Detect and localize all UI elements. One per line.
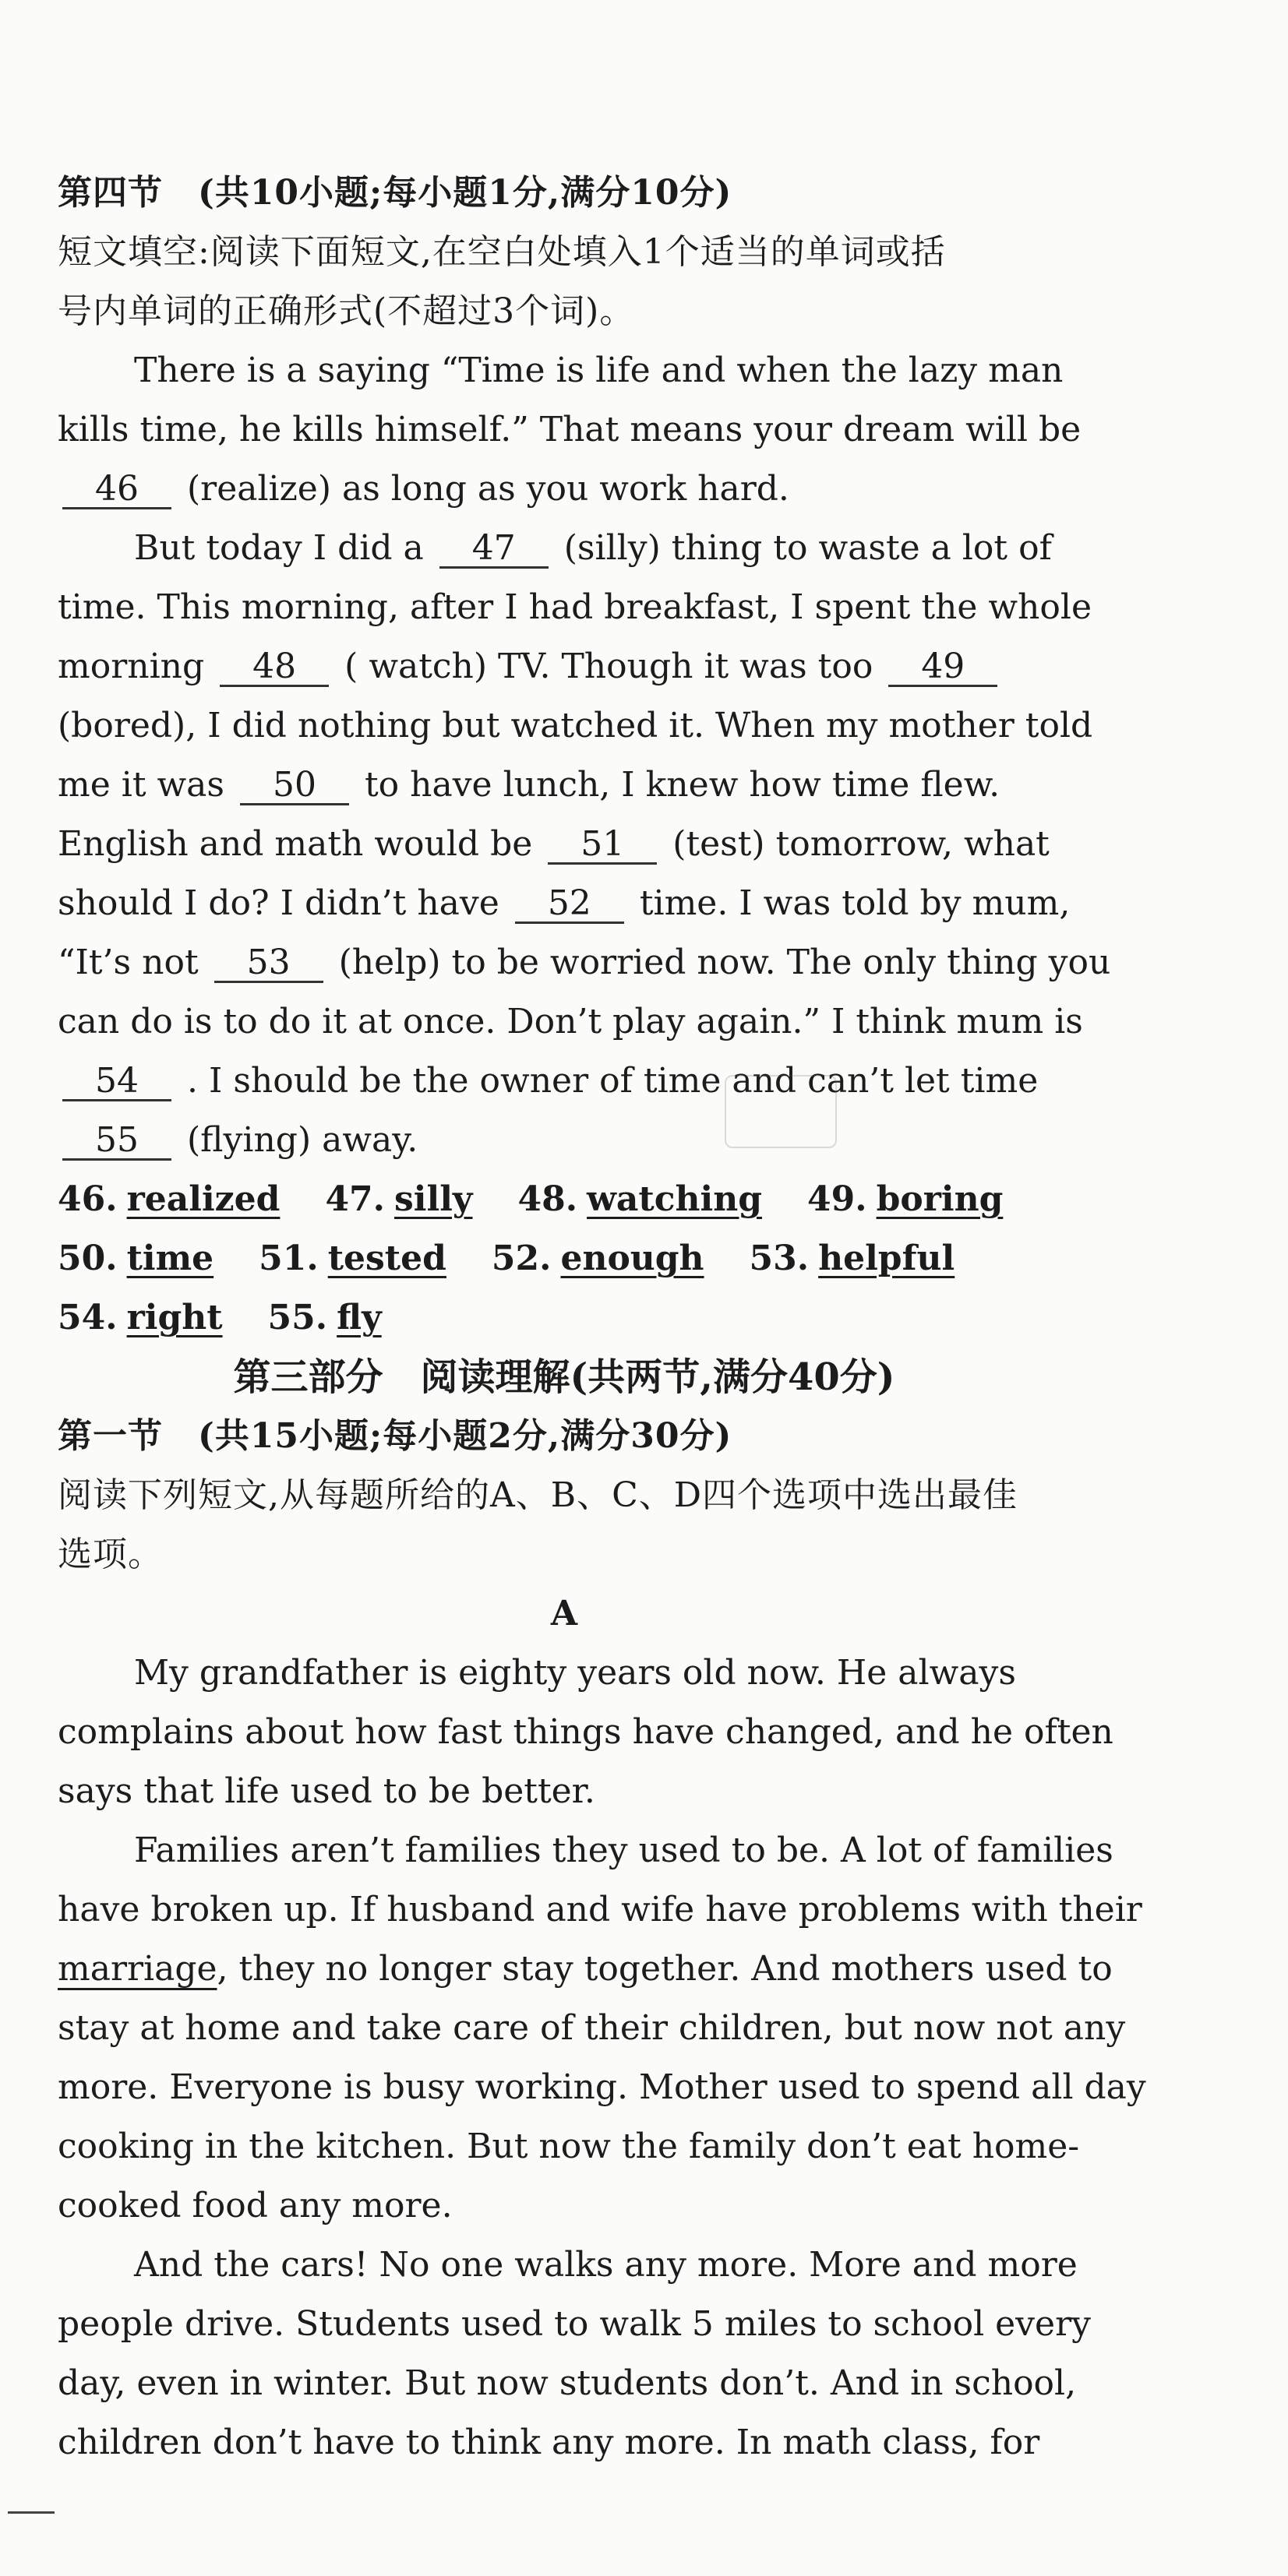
- blank-53[interactable]: 53: [214, 945, 323, 983]
- passage-a-line: [58, 1940, 1113, 1999]
- passage-line: There is a saying “Time is life and when the lazy man: [134, 351, 1064, 390]
- passage-a-line: people drive. Students used to walk 5 miles to school every: [58, 2304, 1091, 2344]
- passage-text: But today I did a: [134, 528, 424, 568]
- passage-a-line: more. Everyone is busy working. Mother used to spend all day: [58, 2067, 1146, 2107]
- passage-text: (realize) as long as you work hard.: [187, 469, 789, 509]
- footer-rule: [8, 2511, 55, 2514]
- answer-word: enough: [560, 1239, 704, 1278]
- passage-a-line: Families aren’t families they used to be. A lot of families: [134, 1831, 1113, 1870]
- answer-number: 48.: [517, 1179, 578, 1219]
- passage-a-line: And the cars! No one walks any more. More and more: [134, 2245, 1078, 2285]
- answer-54: [58, 1298, 223, 1337]
- passage-text: should I do? I didn’t have: [58, 883, 499, 923]
- blank-50[interactable]: 50: [240, 767, 349, 805]
- answer-row: [58, 1170, 1071, 1229]
- answer-number: 49.: [807, 1179, 867, 1219]
- part3-title: 第三部分 阅读理解(共两节,满分40分): [233, 1355, 895, 1399]
- passage-text: (test) tomorrow, what: [672, 824, 1050, 864]
- passage-line: [58, 815, 1071, 874]
- worksheet-page: [58, 164, 1146, 2472]
- blank-48[interactable]: 48: [220, 649, 329, 687]
- blank-55[interactable]: 55: [62, 1122, 171, 1161]
- section4-instruction-line1: 短文填空:阅读下面短文,在空白处填入1个适当的单词或括: [58, 232, 946, 272]
- answer-number: 52.: [491, 1239, 552, 1278]
- blank-51[interactable]: 51: [548, 826, 657, 865]
- passage-text: (flying) away.: [187, 1120, 418, 1160]
- blank-49[interactable]: 49: [888, 649, 997, 687]
- passage-a-line: cooked food any more.: [58, 2186, 453, 2225]
- passage-a-line: cooking in the kitchen. But now the family don’t eat home-: [58, 2127, 1080, 2166]
- passage-text: English and math would be: [58, 824, 533, 864]
- passage-text: time. I was told by mum,: [639, 883, 1071, 923]
- answer-53: [750, 1239, 955, 1278]
- answer-number: 51.: [259, 1239, 319, 1278]
- passage-line: (bored), I did nothing but watched it. When my mother told: [58, 706, 1093, 745]
- answer-number: 50.: [58, 1239, 118, 1278]
- passage-a-line: says that life used to be better.: [58, 1771, 595, 1811]
- passage-line: time. This morning, after I had breakfast, I spent the whole: [58, 587, 1092, 627]
- passage-a-line: complains about how fast things have changed, and he often: [58, 1712, 1113, 1752]
- passage-text: , they no longer stay together. And mothers used to: [217, 1949, 1113, 1989]
- answer-48: [517, 1179, 762, 1219]
- answer-word: right: [126, 1298, 223, 1337]
- answer-word: realized: [126, 1179, 281, 1219]
- answer-word: watching: [587, 1179, 763, 1219]
- answer-row: [58, 1229, 1071, 1288]
- part3-section1-heading: 第一节 (共15小题;每小题2分,满分30分): [58, 1416, 732, 1456]
- answer-word: time: [126, 1239, 214, 1278]
- answer-word: fly: [337, 1298, 382, 1337]
- part3-instruction-line1: 阅读下列短文,从每题所给的A、B、C、D四个选项中选出最佳: [58, 1475, 1018, 1515]
- blank-52[interactable]: 52: [515, 886, 624, 924]
- answer-47: [325, 1179, 472, 1219]
- answer-number: 54.: [58, 1298, 118, 1337]
- answer-row: [58, 1288, 1071, 1348]
- answer-50: [58, 1239, 213, 1278]
- passage-line: [58, 1052, 1071, 1111]
- answer-word: silly: [394, 1179, 473, 1219]
- answer-word: tested: [327, 1239, 446, 1278]
- passage-text: “It’s not: [58, 943, 199, 982]
- answer-number: 53.: [749, 1239, 810, 1278]
- passage-line: kills time, he kills himself.” That means your dream will be: [58, 410, 1082, 449]
- answer-word: helpful: [818, 1239, 955, 1278]
- answer-51: [259, 1239, 446, 1278]
- answer-word: boring: [876, 1179, 1004, 1219]
- passage-letter: A: [550, 1594, 578, 1633]
- passage-line: [58, 519, 1071, 578]
- passage-line: [58, 874, 1071, 933]
- answer-number: 47.: [325, 1179, 385, 1219]
- blank-46[interactable]: 46: [62, 471, 171, 509]
- answer-number: 55.: [267, 1298, 328, 1337]
- passage-text: (help) to be worried now. The only thing you: [338, 943, 1111, 982]
- answer-55: [268, 1298, 382, 1337]
- passage-a-line: stay at home and take care of their children, but now not any: [58, 2008, 1126, 2048]
- section4-instruction-line2: 号内单词的正确形式(不超过3个词)。: [58, 291, 635, 331]
- passage-a-line: day, even in winter. But now students don’t. And in school,: [58, 2363, 1077, 2403]
- passage-line: [58, 460, 1071, 519]
- passage-a-line: have broken up. If husband and wife have problems with their: [58, 1890, 1142, 1929]
- passage-line: [58, 1111, 1071, 1170]
- passage-a-line: children don’t have to think any more. In math class, for: [58, 2423, 1040, 2462]
- answer-52: [492, 1239, 704, 1278]
- passage-text: to have lunch, I knew how time flew.: [364, 765, 1000, 805]
- passage-line: can do is to do it at once. Don’t play again.” I think mum is: [58, 1002, 1083, 1041]
- passage-text: ( watch) TV. Though it was too: [344, 647, 873, 686]
- part3-instruction-line2: 选项。: [58, 1535, 163, 1574]
- passage-text: (silly) thing to waste a lot of: [563, 528, 1052, 568]
- passage-line: [58, 637, 1071, 696]
- passage-text: me it was: [58, 765, 224, 805]
- answer-number: 46.: [58, 1179, 118, 1219]
- blank-54[interactable]: 54: [62, 1063, 171, 1101]
- passage-a-line: My grandfather is eighty years old now. He always: [134, 1653, 1016, 1693]
- watermark-stamp-icon: [725, 1075, 837, 1148]
- answer-49: [807, 1179, 1003, 1219]
- underlined-word-marriage: marriage: [58, 1949, 217, 1989]
- section4-heading: 第四节 (共10小题;每小题1分,满分10分): [58, 173, 732, 213]
- passage-line: [58, 933, 1111, 992]
- blank-47[interactable]: 47: [439, 530, 549, 569]
- passage-text: morning: [58, 647, 205, 686]
- passage-line: [58, 756, 1071, 815]
- answer-46: [58, 1179, 280, 1219]
- passage-text: . I should be the owner of time and can’t let time: [187, 1061, 1039, 1101]
